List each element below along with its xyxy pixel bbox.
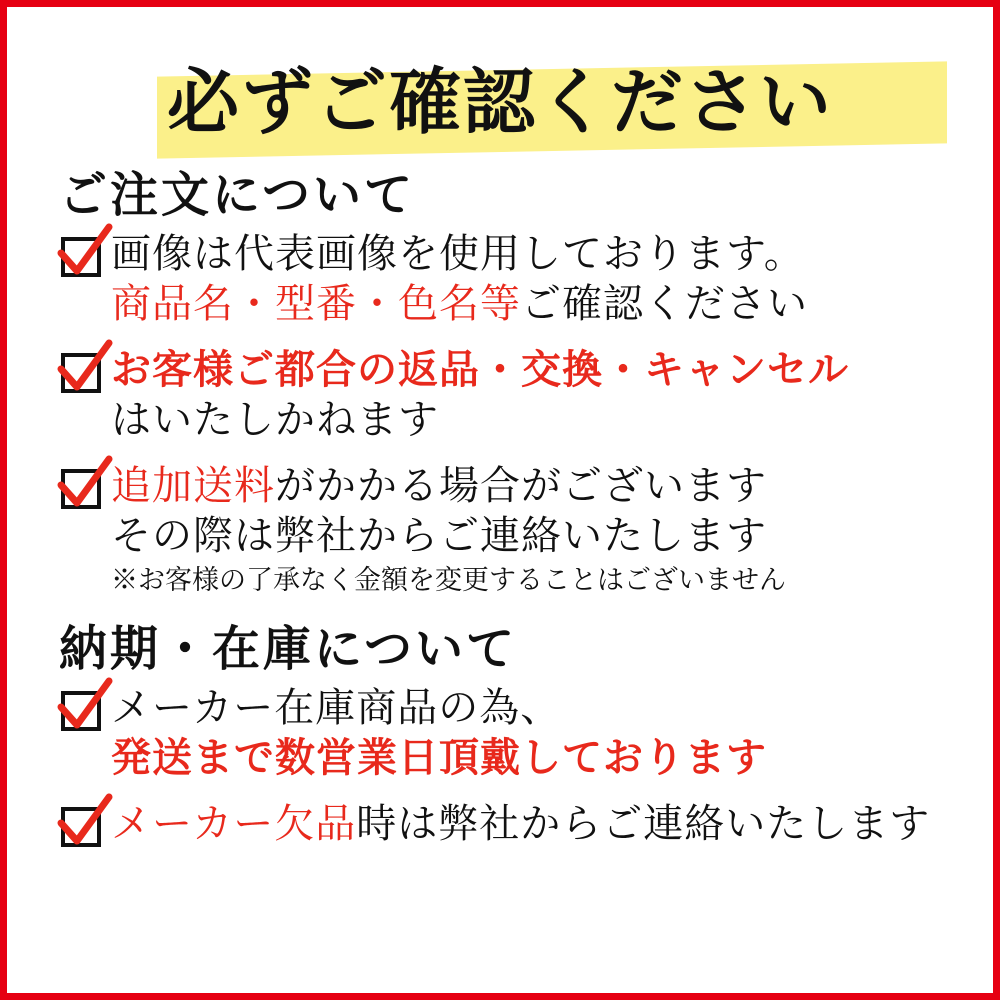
list-item-text <box>111 229 951 329</box>
checkmark-icon <box>61 237 101 277</box>
list-item-line: お客様ご都合の返品・交換・キャンセル <box>111 346 849 393</box>
list-item-text <box>111 461 951 599</box>
list-item-line <box>111 799 951 849</box>
page-title <box>49 41 951 153</box>
list-item-text <box>111 683 951 783</box>
highlighted-text: メーカー欠品 <box>111 801 357 847</box>
list-item-text <box>111 345 951 445</box>
section-heading-delivery: 納期・在庫について <box>59 621 518 677</box>
list-item-line <box>111 461 951 511</box>
list-item <box>49 461 951 599</box>
checkmark-icon <box>61 691 101 731</box>
list-item-line: 発送まで数営業日頂戴しております <box>111 734 767 781</box>
list-item <box>49 229 951 329</box>
list-item-line <box>111 279 951 329</box>
list-item <box>49 799 951 849</box>
section-heading-orders: ご注文について <box>59 167 416 223</box>
list-item-text <box>111 799 951 849</box>
highlighted-text: 商品名・型番・色名等 <box>111 281 521 327</box>
plain-text: ご確認ください <box>521 281 808 327</box>
notice-content <box>7 7 993 993</box>
list-item-line: メーカー在庫商品の為、 <box>111 685 562 731</box>
checkmark-icon <box>61 469 101 509</box>
list-item <box>49 345 951 445</box>
checkmark-icon <box>61 353 101 393</box>
list-item-line: その際は弊社からご連絡いたします <box>111 513 767 559</box>
checkmark-icon <box>61 807 101 847</box>
plain-text: 時は弊社からご連絡いたします <box>356 801 931 847</box>
page-title-text: 必ずご確認ください <box>167 59 834 144</box>
highlighted-text: 追加送料 <box>111 463 275 509</box>
list-item-line: 画像は代表画像を使用しております。 <box>111 231 805 277</box>
list-item-note: ※お客様の了承なく金額を変更することはございません <box>111 565 786 596</box>
plain-text: がかかる場合がございます <box>275 463 767 509</box>
list-item-line: はいたしかねます <box>111 397 439 443</box>
list-item <box>49 683 951 783</box>
